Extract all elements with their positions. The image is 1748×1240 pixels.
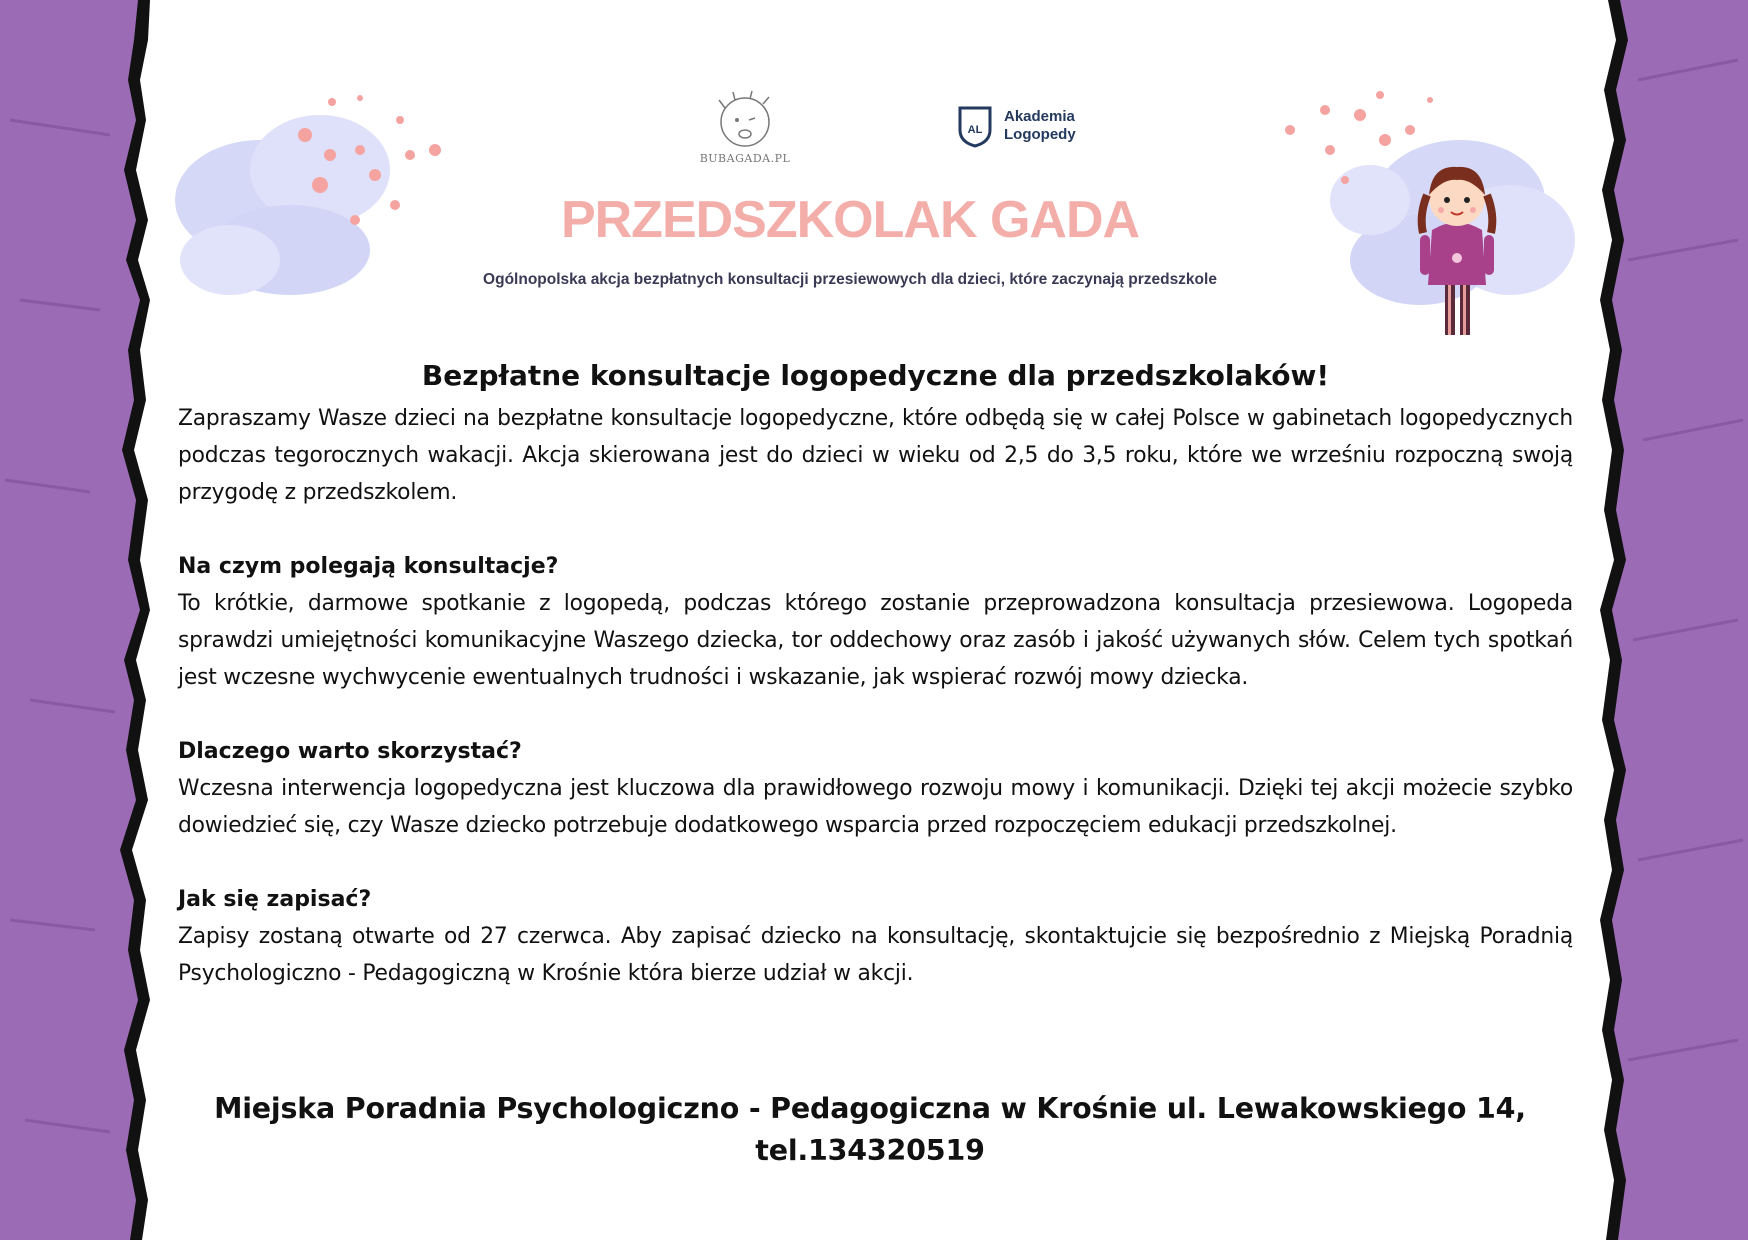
child-face-icon — [695, 90, 795, 152]
intro-paragraph: Zapraszamy Wasze dzieci na bezpłatne konsultacje logopedyczne, które odbędą się w całej Polsce w gabinetach logopedycznych podczas tegorocznych wakacji. Akcja skierowana jest do dzieci w wieku od 2,5 do 3,5 roku, które we wrześniu rozpoczną swoją przygodę z przedszkolem. — [178, 406, 1573, 505]
akademia-line2: Logopedy — [1004, 126, 1076, 143]
left-purple-border — [0, 0, 150, 1240]
bubagada-logo — [695, 90, 795, 170]
contact-address: Miejska Poradnia Psychologiczno - Pedagogiczna w Krośnie ul. Lewakowskiego 14, — [214, 1092, 1526, 1125]
banner-title: PRZEDSZKOLAK GADA — [560, 191, 1140, 249]
section-body: To krótkie, darmowe spotkanie z logopedą, podczas którego zostanie przeprowadzona konsultacja przesiewowa. Logopeda sprawdzi umiejętności komunikacyjne Waszego dziecka, tor oddechowy oraz zasób i jakość używanych słów. Celem tych spotkań jest wczesne wychwycenie ewentualnych trudności i wskazanie, jak wspierać rozwój mowy dziecka. — [178, 591, 1573, 690]
bubagada-caption: BUBAGADA.PL — [699, 152, 791, 165]
akademia-text — [1004, 108, 1124, 144]
section-body: Zapisy zostaną otwarte od 27 czerwca. Aby zapisać dziecko na konsultację, skontaktujcie się bezpośrednio z Miejską Poradnią Psychologiczno - Pedagogiczną w Krośnie która bierze udział w akcji. — [178, 924, 1573, 986]
banner-subtitle: Ogólnopolska akcja bezpłatnych konsultacji przesiewowych dla dzieci, które zaczynają przedszkole — [483, 271, 1217, 288]
right-purple-border — [1598, 0, 1748, 1240]
section-heading: Jak się zapisać? — [178, 887, 372, 912]
contact-footer — [170, 1088, 1570, 1172]
section-heading: Na czym polegają konsultacje? — [178, 554, 559, 579]
akademia-line1: Akademia — [1004, 108, 1075, 125]
contact-phone: tel.134320519 — [755, 1134, 985, 1167]
girl-illustration — [1420, 167, 1494, 335]
left-watercolor-cloud — [175, 115, 390, 295]
main-title: Bezpłatne konsultacje logopedyczne dla przedszkolaków! — [421, 359, 1330, 392]
akademia-badge-text: AL — [967, 124, 983, 136]
section-body: Wczesna interwencja logopedyczna jest kluczowa dla prawidłowego rozwoju mowy i komunikacji. Dzięki tej akcji możecie szybko dowiedzieć się, czy Wasze dziecko potrzebuje dodatkowego wsparcia przed rozpoczęciem edukacji przedszkolnej. — [178, 776, 1573, 838]
shield-icon — [956, 104, 994, 148]
section-heading: Dlaczego warto skorzystać? — [178, 739, 522, 764]
article-content — [178, 358, 1573, 992]
